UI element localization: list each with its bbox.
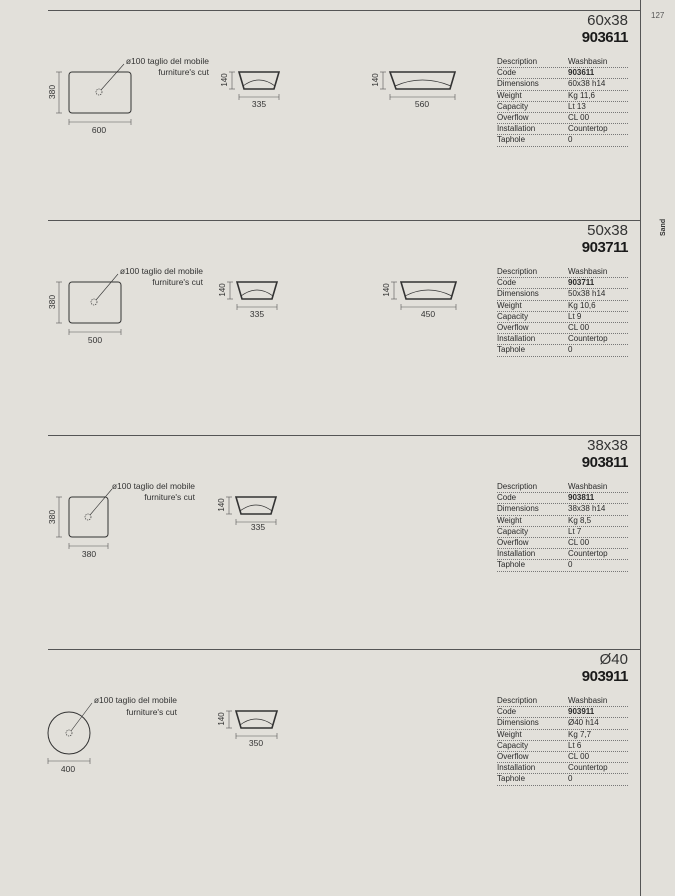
spec-row-installation: Installation Countertop	[497, 549, 628, 560]
spec-table	[497, 267, 628, 357]
spec-row-capacity: Capacity Lt 6	[497, 741, 628, 752]
side-height-dimension: 140	[217, 498, 226, 512]
plan-view-drawing	[47, 56, 210, 135]
product-section-903811	[0, 435, 640, 650]
side-width-dimension: 335	[250, 522, 266, 532]
spec-row-code: Code 903711	[497, 278, 628, 289]
side-view-drawing	[220, 72, 279, 109]
spec-row-overflow: Overflow CL 00	[497, 538, 628, 549]
plan-width-dimension: 400	[60, 764, 76, 774]
cut-note-line1: ø100 taglio del mobile	[93, 695, 177, 705]
cut-note-line1: ø100 taglio del mobile	[125, 56, 209, 66]
spec-row-capacity: Capacity Lt 9	[497, 312, 628, 323]
product-size-title: Ø40	[599, 651, 628, 668]
side-width-dimension: 350	[248, 738, 264, 748]
spec-row-weight: Weight Kg 7,7	[497, 730, 628, 741]
side-width-dimension: 335	[249, 309, 265, 319]
spec-row-installation: Installation Countertop	[497, 763, 628, 774]
cut-note-line2: furniture's cut	[152, 277, 203, 287]
spec-row-description: Description Washbasin	[497, 696, 628, 707]
side-height-dimension: 140	[217, 712, 226, 726]
side-height-dimension: 140	[220, 73, 229, 87]
spec-row-description: Description Washbasin	[497, 482, 628, 493]
plan-depth-dimension: 380	[47, 294, 57, 310]
plan-view-drawing	[47, 481, 196, 559]
side-view-drawing	[217, 711, 277, 748]
spec-row-weight: Weight Kg 11,6	[497, 91, 628, 102]
spec-row-installation: Installation Countertop	[497, 334, 628, 345]
plan-width-dimension: 600	[91, 125, 107, 135]
spec-row-overflow: Overflow CL 00	[497, 323, 628, 334]
spec-row-description: Description Washbasin	[497, 267, 628, 278]
product-code-title: 903911	[581, 668, 628, 685]
spec-row-overflow: Overflow CL 00	[497, 752, 628, 763]
product-section-903711	[0, 220, 640, 435]
technical-drawings	[0, 10, 500, 225]
product-size-title: 50x38	[587, 222, 628, 239]
plan-view-drawing	[47, 266, 204, 345]
product-code-title: 903611	[581, 29, 628, 46]
technical-drawings	[0, 649, 500, 864]
spec-row-weight: Weight Kg 10,6	[497, 301, 628, 312]
product-size-title: 38x38	[587, 437, 628, 454]
plan-width-dimension: 500	[87, 335, 103, 345]
technical-drawings	[0, 435, 500, 650]
spec-row-taphole: Taphole 0	[497, 345, 628, 356]
product-size-title: 60x38	[587, 12, 628, 29]
page-number: 127	[651, 11, 665, 20]
cut-note-line1: ø100 taglio del mobile	[119, 266, 203, 276]
front-view-drawing	[382, 282, 456, 319]
spec-row-overflow: Overflow CL 00	[497, 113, 628, 124]
side-height-dimension: 140	[218, 283, 227, 297]
product-code-title: 903711	[581, 239, 628, 256]
spec-table	[497, 57, 628, 147]
cut-note-line1: ø100 taglio del mobile	[111, 481, 195, 491]
spec-row-dimensions: Dimensions Ø40 h14	[497, 718, 628, 729]
side-view-drawing	[218, 282, 277, 319]
product-section-903611	[0, 10, 640, 225]
front-height-dimension: 140	[382, 283, 391, 297]
margin-divider	[640, 0, 641, 896]
technical-drawings	[0, 220, 500, 435]
spec-row-description: Description Washbasin	[497, 57, 628, 68]
front-width-dimension: 450	[420, 309, 436, 319]
plan-depth-dimension: 380	[47, 509, 57, 525]
spec-row-capacity: Capacity Lt 13	[497, 102, 628, 113]
spec-row-taphole: Taphole 0	[497, 135, 628, 146]
spec-row-dimensions: Dimensions 38x38 h14	[497, 504, 628, 515]
product-section-903911	[0, 649, 640, 864]
spec-row-capacity: Capacity Lt 7	[497, 527, 628, 538]
spec-row-taphole: Taphole 0	[497, 560, 628, 571]
plan-depth-dimension: 380	[47, 84, 57, 100]
spec-row-dimensions: Dimensions 60x38 h14	[497, 79, 628, 90]
finish-side-label: Sand	[660, 218, 667, 236]
cut-note-line2: furniture's cut	[144, 492, 195, 502]
product-code-title: 903811	[581, 454, 628, 471]
spec-row-code: Code 903911	[497, 707, 628, 718]
spec-table	[497, 482, 628, 572]
front-height-dimension: 140	[371, 73, 380, 87]
side-width-dimension: 335	[251, 99, 267, 109]
spec-row-taphole: Taphole 0	[497, 774, 628, 785]
plan-view-drawing	[48, 695, 178, 774]
cut-note-line2: furniture's cut	[158, 67, 209, 77]
spec-row-code: Code 903811	[497, 493, 628, 504]
spec-table	[497, 696, 628, 786]
spec-row-weight: Weight Kg 8,5	[497, 516, 628, 527]
front-view-drawing	[371, 72, 455, 109]
front-width-dimension: 560	[414, 99, 430, 109]
spec-row-dimensions: Dimensions 50x38 h14	[497, 289, 628, 300]
plan-width-dimension: 380	[81, 549, 97, 559]
cut-note-line2: furniture's cut	[126, 707, 177, 717]
spec-row-code: Code 903611	[497, 68, 628, 79]
side-view-drawing	[217, 497, 276, 532]
spec-row-installation: Installation Countertop	[497, 124, 628, 135]
